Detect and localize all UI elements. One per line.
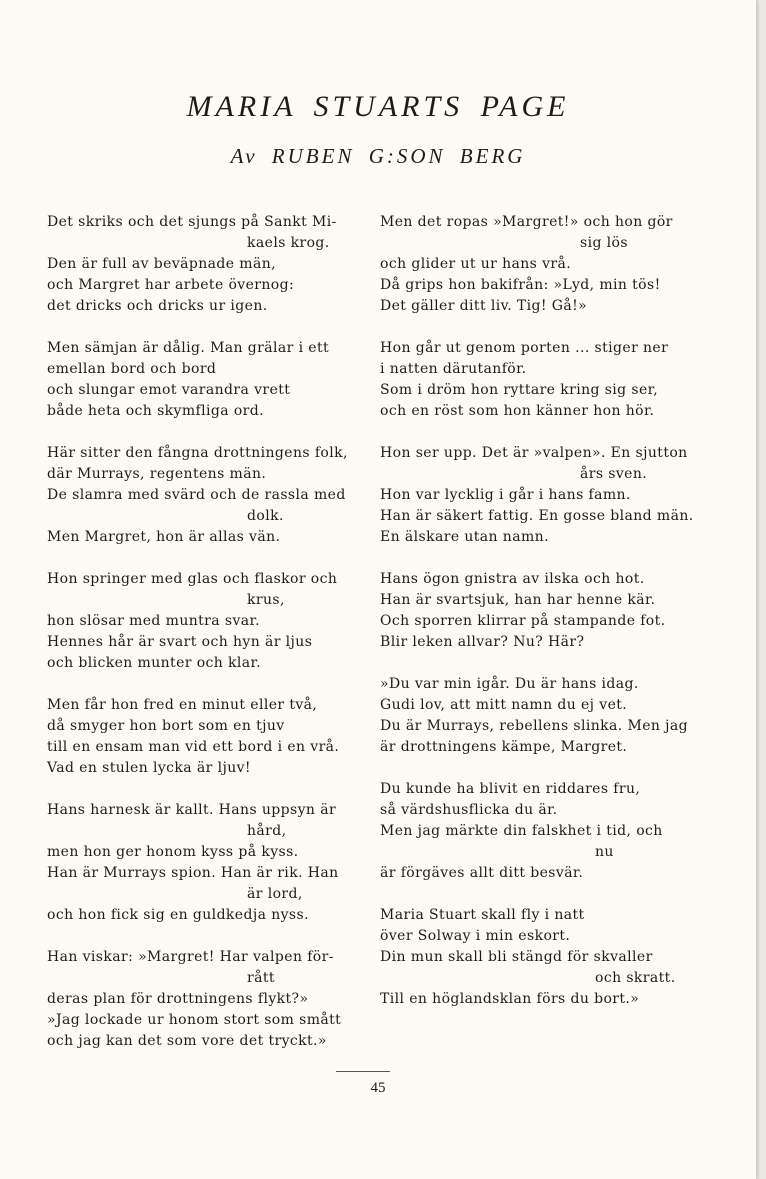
poem-line: och glider ut ur hans vrå.: [380, 256, 572, 272]
poem-line: är förgäves allt ditt besvär.: [380, 865, 584, 881]
poem-title: MARIA STUARTS PAGE: [186, 90, 570, 123]
poem-line: både heta och skymfliga ord.: [47, 403, 264, 419]
stanza: [380, 569, 695, 653]
poem-line: Blir leken allvar? Nu? Här?: [380, 634, 585, 650]
poem-line: De slamra med svärd och de rassla med: [47, 487, 346, 503]
poem-line: då smyger hon bort som en tjuv: [47, 718, 285, 734]
stanza: [380, 779, 695, 884]
stanza: [380, 443, 695, 548]
stanza: [380, 338, 695, 422]
poem-line: dolk.: [247, 508, 284, 524]
poem-line: »Jag lockade ur honom stort som smått: [47, 1012, 342, 1028]
poem-line: sig lös: [580, 235, 628, 251]
poem-line: hon slösar med muntra svar.: [47, 613, 260, 629]
poem-line: Han är Murrays spion. Han är rik. Han: [47, 865, 339, 881]
right-column: [380, 212, 695, 1010]
poem-line: Vad en stulen lycka är ljuv!: [47, 760, 251, 776]
poem-line: Men sämjan är dålig. Man grälar i ett: [47, 340, 330, 356]
poem-line: till en ensam man vid ett bord i en vrå.: [47, 739, 340, 755]
stanza: [47, 800, 359, 926]
poem-line: Du är Murrays, rebellens slinka. Men jag: [380, 718, 688, 734]
poem-line: och blicken munter och klar.: [47, 655, 261, 671]
poem-line: kaels krog.: [247, 235, 330, 251]
poem-line: där Murrays, regentens män.: [47, 466, 267, 482]
poem-line: Till en höglandsklan förs du bort.»: [380, 991, 640, 1007]
poem-line: och slungar emot varandra vrett: [47, 382, 291, 398]
poem-line: deras plan för drottningens flykt?»: [47, 991, 309, 1007]
poem-line: »Du var min igår. Du är hans idag.: [380, 676, 639, 692]
poem-line: hård,: [247, 823, 287, 839]
poem-line: är drottningens kämpe, Margret.: [380, 739, 628, 755]
poem-line: Hon ser upp. Det är »valpen». En sjutton: [380, 445, 688, 461]
poem-line: Hans ögon gnistra av ilska och hot.: [380, 571, 645, 587]
poem-line: emellan bord och bord: [47, 361, 217, 377]
poem-line: Och sporren klirrar på stampande fot.: [380, 613, 666, 629]
poem-line: Hon går ut genom porten ... stiger ner: [380, 340, 669, 356]
author-byline: Av RUBEN G:SON BERG: [230, 144, 526, 168]
poem-line: och en röst som hon känner hon hör.: [380, 403, 655, 419]
stanza: [47, 443, 359, 548]
poem-line: Men det ropas »Margret!» och hon gör: [380, 214, 673, 230]
poem-line: Han är svartsjuk, han har henne kär.: [380, 592, 656, 608]
poem-line: Maria Stuart skall fly i natt: [380, 907, 585, 923]
poem-line: Hon var lycklig i går i hans famn.: [380, 487, 631, 503]
stanza: [47, 569, 359, 674]
poem-line: Här sitter den fångna drottningens folk,: [47, 445, 348, 461]
poem-line: och jag kan det som vore det tryckt.»: [47, 1033, 327, 1049]
stanza: [47, 947, 359, 1052]
poem-line: Det skriks och det sjungs på Sankt Mi-: [47, 214, 337, 230]
poem-line: Hans harnesk är kallt. Hans uppsyn är: [47, 802, 337, 818]
poem-line: Din mun skall bli stängd för skvaller: [380, 949, 653, 965]
poem-line: Hon springer med glas och flaskor och: [47, 571, 338, 587]
poem-line: Den är full av beväpnade män,: [47, 256, 276, 272]
poem-line: Det gäller ditt liv. Tig! Gå!»: [380, 298, 588, 314]
poem-line: nu: [595, 844, 614, 860]
poem-line: Du kunde ha blivit en riddares fru,: [380, 781, 641, 797]
poem-line: Hennes hår är svart och hyn är ljus: [47, 634, 313, 650]
poem-line: det dricks och dricks ur igen.: [47, 298, 268, 314]
stanza: [380, 212, 695, 317]
poem-line: är lord,: [247, 886, 303, 902]
footer-divider: [336, 1071, 390, 1072]
poem-line: Han viskar: »Margret! Har valpen för-: [47, 949, 334, 965]
poem-line: rått: [247, 970, 275, 986]
poem-line: men hon ger honom kyss på kyss.: [47, 844, 299, 860]
poem-line: i natten därutanför.: [380, 361, 527, 377]
poem-line: och Margret har arbete övernog:: [47, 277, 295, 293]
poem-line: så värdshusflicka du är.: [380, 802, 558, 818]
poem-line: Men får hon fred en minut eller två,: [47, 697, 318, 713]
poem-line: Men jag märkte din falskhet i tid, och: [380, 823, 663, 839]
page-number: 45: [370, 1080, 386, 1096]
stanza: [47, 338, 359, 422]
poem-line: års sven.: [580, 466, 648, 482]
left-column: [47, 212, 359, 1052]
stanza: [380, 674, 695, 758]
poem-line: Han är säkert fattig. En gosse bland män.: [380, 508, 694, 524]
poem-line: Då grips hon bakifrån: »Lyd, min tös!: [380, 277, 661, 293]
stanza: [47, 695, 359, 779]
poem-line: En älskare utan namn.: [380, 529, 549, 545]
poem-line: Som i dröm hon ryttare kring sig ser,: [380, 382, 659, 398]
poem-line: över Solway i min eskort.: [380, 928, 571, 944]
poem-line: krus,: [247, 592, 285, 608]
poem-line: Men Margret, hon är allas vän.: [47, 529, 281, 545]
poem-line: och skratt.: [595, 970, 676, 986]
poem-line: och hon fick sig en guldkedja nyss.: [47, 907, 309, 923]
stanza: [47, 212, 359, 317]
poem-line: Gudi lov, att mitt namn du ej vet.: [380, 697, 628, 713]
stanza: [380, 905, 695, 1010]
